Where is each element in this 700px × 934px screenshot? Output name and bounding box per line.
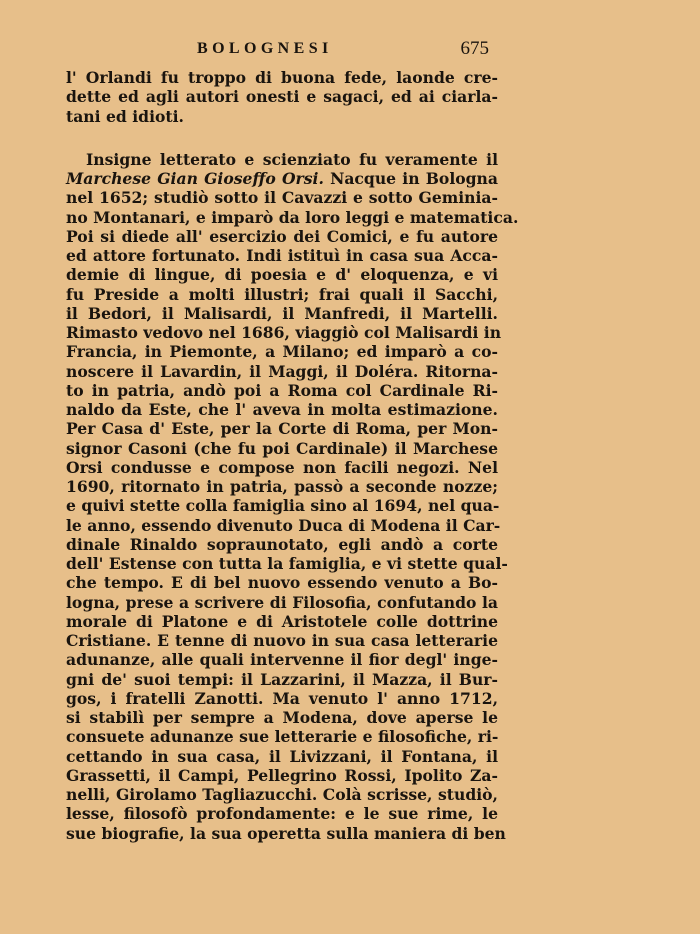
text-line: il Bedori, il Malisardi, il Manfredi, il Martelli. <box>66 303 498 323</box>
body-text <box>66 68 519 862</box>
running-head <box>66 38 498 68</box>
italic-name: Marchese Gian Gioseffo Orsi. <box>66 169 324 188</box>
text-line <box>66 169 498 188</box>
text-line: che tempo. E di bel nuovo essendo venuto a Bo- <box>66 573 498 593</box>
text-line: noscere il Lavardin, il Maggi, il Doléra. Ritorna- <box>66 361 498 381</box>
text-line: dell' Estense con tutta la famiglia, e vi stette qual- <box>66 554 508 573</box>
text-line: cettando in sua casa, il Livizzani, il Fontana, il <box>66 746 498 766</box>
text-line: gos, i fratelli Zanotti. Ma venuto l' anno 1712, <box>66 688 498 708</box>
text-line: dette ed agli autori onesti e sagaci, ed ai ciarla- <box>66 87 498 107</box>
text-line: logna, prese a scrivere di Filosofia, confutando la <box>66 592 498 612</box>
text-line: l' Orlandi fu troppo di buona fede, laonde cre- <box>66 68 498 87</box>
text-line: demie di lingue, di poesia e d' eloquenza, e vi <box>66 265 498 285</box>
text-line: fu Preside a molti illustri; frai quali il Sacchi, <box>66 284 498 304</box>
text-line: Francia, in Piemonte, a Milano; ed imparò a co- <box>66 342 498 362</box>
text-line: nel 1652; studiò sotto il Cavazzi e sotto Geminia- <box>66 188 498 208</box>
text-line: Rimasto vedovo nel 1686, viaggiò col Malisardi in <box>66 323 502 342</box>
text-line: nelli, Girolamo Tagliazucchi. Colà scrisse, studiò, <box>66 785 498 804</box>
text-line: adunanze, alle quali intervenne il fior degl' inge- <box>66 650 498 670</box>
text-line: sue biografie, la sua operetta sulla maniera di ben <box>66 823 506 843</box>
text-line: dinale Rinaldo sopraunotato, egli andò a corte <box>66 534 498 554</box>
text-run: Nacque in Bologna <box>323 169 498 188</box>
text-line: to in patria, andò poi a Roma col Cardinale Ri- <box>66 380 498 400</box>
text-line: Orsi condusse e compose non facili negozi. Nel <box>66 457 498 477</box>
text-line: Insigne letterato e scienziato fu veramente il <box>86 149 498 169</box>
text-line: gni de' suoi tempi: il Lazzarini, il Mazza, il Bur- <box>66 669 498 689</box>
book-page <box>66 38 519 898</box>
page-number: 675 <box>460 38 489 59</box>
paragraph-1 <box>66 68 498 126</box>
text-line: si stabilì per sempre a Modena, dove aperse le <box>66 708 498 727</box>
text-line: signor Casoni (che fu poi Cardinale) il Marchese <box>66 438 498 458</box>
text-line: ed attore fortunato. Indi istituì in casa sua Acca- <box>66 246 498 265</box>
text-line: lesse, filosofò profondamente: e le sue rime, le <box>66 804 498 824</box>
text-line <box>66 843 498 862</box>
text-line: Poi si diede all' esercizio dei Comici, e fu autore <box>66 226 498 246</box>
text-line: morale di Platone e di Aristotele colle dottrine <box>66 611 498 631</box>
text-line: Per Casa d' Este, per la Corte di Roma, per Mon- <box>66 419 498 439</box>
header-title: BOLOGNESI <box>197 40 333 57</box>
text-line: Cristiane. E tenne di nuovo in sua casa letterarie <box>66 631 498 650</box>
text-line: tani ed idioti. <box>66 106 184 126</box>
text-line: no Montanari, e imparò da loro leggi e matematica. <box>66 207 519 227</box>
text-line: naldo da Este, che l' aveva in molta estimazione. <box>66 400 498 419</box>
paragraph-2 <box>66 149 519 862</box>
text-line: consuete adunanze sue letterarie e filosofiche, ri- <box>66 727 499 747</box>
text-line: e quivi stette colla famiglia sino al 1694, nel qua- <box>66 496 500 516</box>
text-line: 1690, ritornato in patria, passò a seconde nozze; <box>66 477 498 496</box>
text-line: Grassetti, il Campi, Pellegrino Rossi, Ipolito Za- <box>66 765 498 785</box>
text-line: le anno, essendo divenuto Duca di Modena il Car- <box>66 515 501 535</box>
paragraph-break <box>66 126 498 150</box>
